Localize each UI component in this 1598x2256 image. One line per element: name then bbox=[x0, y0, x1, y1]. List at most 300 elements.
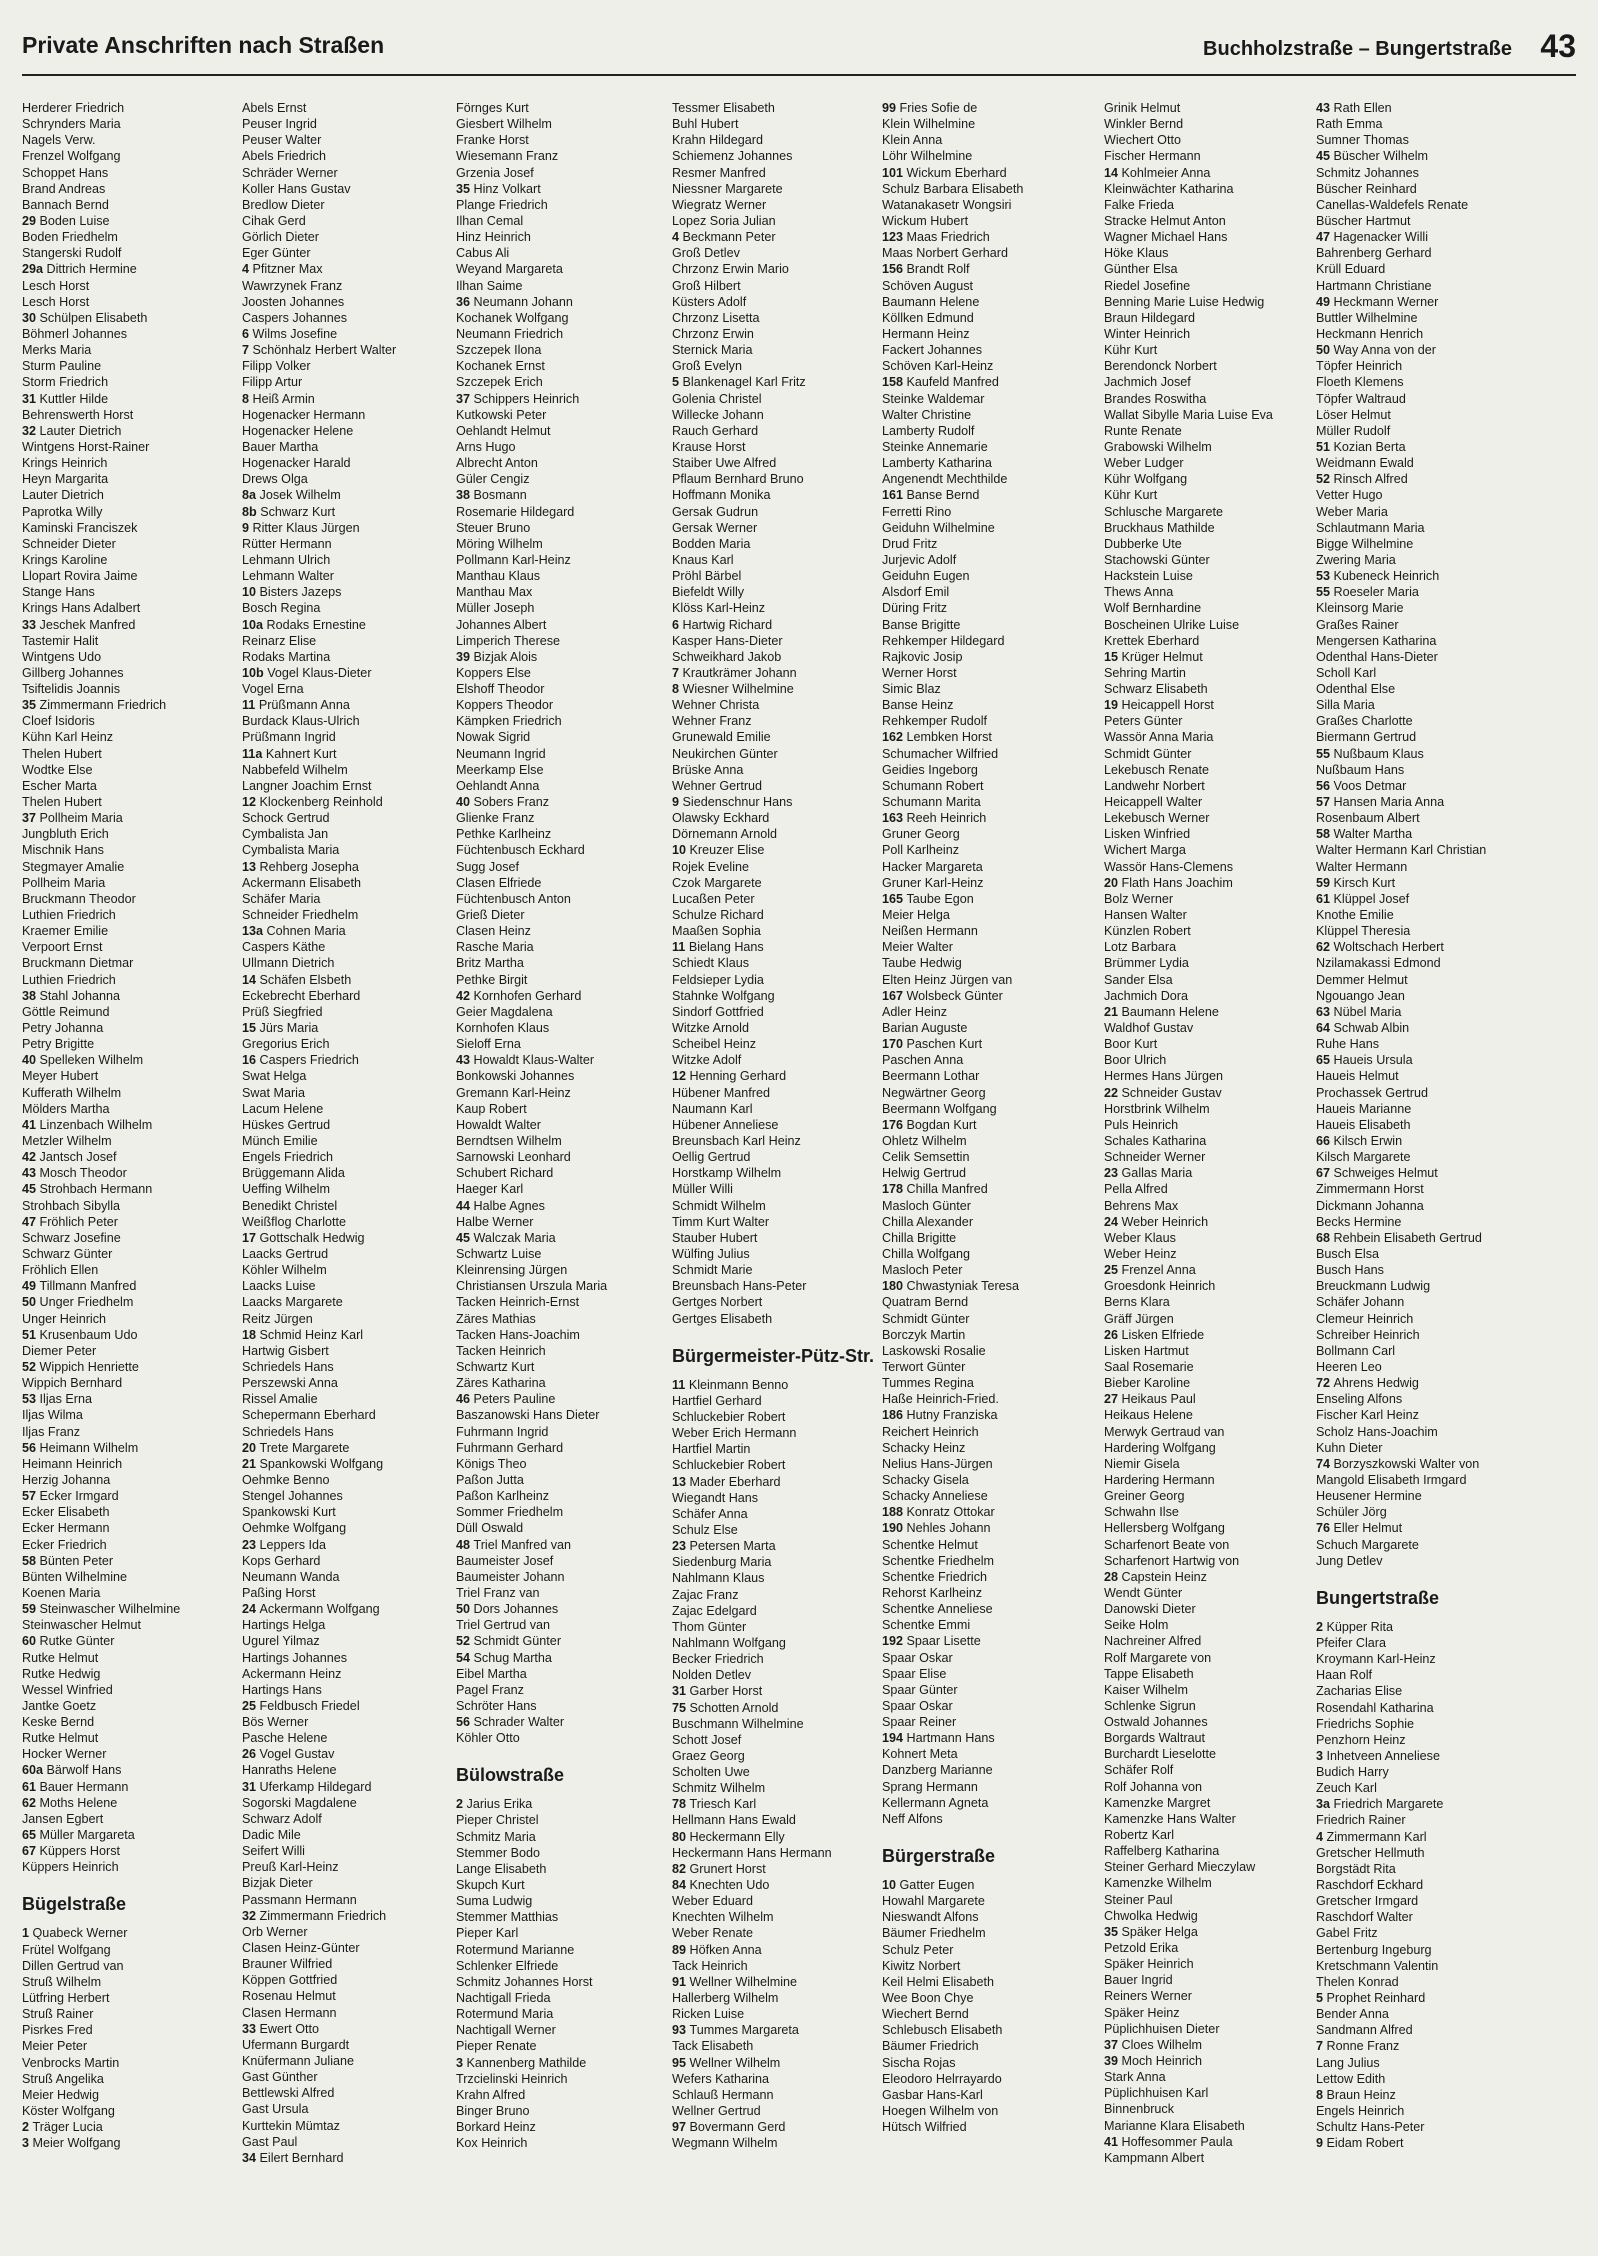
resident-entry: Eibel Martha bbox=[456, 1666, 527, 1681]
resident-entry: Saal Rosemarie bbox=[1104, 1359, 1194, 1374]
resident-name: Borzyszkowski Walter von bbox=[1333, 1456, 1480, 1471]
resident-entry: Zwering Maria bbox=[1316, 552, 1396, 567]
resident-entry: Resmer Manfred bbox=[672, 165, 766, 180]
resident-name: Dors Johannes bbox=[473, 1602, 559, 1617]
house-number: 12 bbox=[672, 1069, 690, 1084]
resident-entry: Peuser Walter bbox=[242, 133, 322, 148]
street-heading-text: Bürgermeister-Pütz-Str. bbox=[672, 1345, 875, 1366]
resident-name: Boden Luise bbox=[39, 213, 110, 228]
resident-entry: Unger Heinrich bbox=[22, 1311, 106, 1326]
resident-entry: Wehner Franz bbox=[672, 714, 752, 729]
resident-name: Wellner Wilhelmine bbox=[689, 1974, 798, 1989]
resident-name: Ahrens Hedwig bbox=[1333, 1376, 1419, 1391]
resident-entry bbox=[672, 1377, 884, 1393]
resident-entry: Banse Heinz bbox=[882, 698, 954, 713]
resident-name: Kaufeld Manfred bbox=[906, 375, 999, 390]
resident-entry: Frenzel Wolfgang bbox=[22, 149, 121, 164]
house-number: 62 bbox=[1316, 940, 1334, 955]
resident-entry: Hogenacker Helene bbox=[242, 423, 354, 438]
resident-entry: Sternick Maria bbox=[672, 343, 753, 358]
resident-entry: Niessner Margarete bbox=[672, 181, 783, 196]
house-number: 167 bbox=[882, 988, 907, 1003]
resident-entry: Filipp Artur bbox=[242, 375, 303, 390]
resident-entry: Passmann Hermann bbox=[242, 1892, 357, 1907]
resident-entry: Klöss Karl-Heinz bbox=[672, 601, 766, 616]
resident-entry bbox=[456, 988, 668, 1004]
resident-entry: Gast Günther bbox=[242, 2070, 318, 2085]
resident-entry: Borgstädt Rita bbox=[1316, 1861, 1396, 1876]
resident-entry: Ecker Elisabeth bbox=[22, 1505, 110, 1520]
resident-entry: Lopez Soria Julian bbox=[672, 213, 776, 228]
resident-entry: Verpoort Ernst bbox=[22, 940, 103, 955]
resident-entry bbox=[882, 891, 1094, 907]
house-number: 10a bbox=[242, 617, 267, 632]
resident-entry: Krings Heinrich bbox=[22, 456, 108, 471]
resident-entry: Zimmermann Horst bbox=[1316, 1182, 1424, 1197]
resident-entry: Stark Anna bbox=[1104, 2070, 1166, 2085]
resident-entry bbox=[22, 2119, 234, 2135]
house-number: 28 bbox=[1104, 1569, 1122, 1584]
resident-entry bbox=[672, 2119, 884, 2135]
resident-entry: Hellmann Hans Ewald bbox=[672, 1813, 796, 1828]
resident-entry bbox=[1316, 1375, 1528, 1391]
resident-entry: Nagels Verw. bbox=[22, 133, 96, 148]
resident-name: Weber Heinrich bbox=[1121, 1214, 1209, 1229]
resident-entry: Lisken Winfried bbox=[1104, 827, 1191, 842]
resident-entry: Swat Helga bbox=[242, 1069, 307, 1084]
resident-entry: Britz Martha bbox=[456, 956, 524, 971]
resident-entry: Schentke Helmut bbox=[882, 1537, 978, 1552]
house-number: 18 bbox=[242, 1327, 260, 1342]
house-number: 188 bbox=[882, 1505, 907, 1520]
resident-entry: Schäfer Rolf bbox=[1104, 1763, 1174, 1778]
resident-entry: Fischer Hermann bbox=[1104, 149, 1201, 164]
resident-name: Heicappell Horst bbox=[1121, 698, 1214, 713]
resident-entry: Rajkovic Josip bbox=[882, 649, 963, 664]
house-number: 31 bbox=[22, 391, 40, 406]
resident-entry bbox=[22, 1359, 234, 1375]
resident-entry: Heicappell Walter bbox=[1104, 795, 1203, 810]
house-number: 123 bbox=[882, 230, 907, 245]
street-heading-text: Bürgerstraße bbox=[882, 1846, 996, 1867]
house-number: 3a bbox=[1316, 1797, 1334, 1812]
resident-name: Schweiges Helmut bbox=[1333, 1166, 1438, 1181]
resident-entry: Limperich Therese bbox=[456, 633, 561, 648]
street-heading-text: Bungertstraße bbox=[1316, 1587, 1440, 1608]
resident-name: Capstein Heinz bbox=[1121, 1569, 1207, 1584]
resident-name: Klockenberg Reinhold bbox=[259, 795, 383, 810]
resident-entry: Klüppel Theresia bbox=[1316, 924, 1411, 939]
resident-entry: Haan Rolf bbox=[1316, 1668, 1373, 1683]
resident-entry: Fuhrmann Ingrid bbox=[456, 1424, 549, 1439]
resident-entry: Clemeur Heinrich bbox=[1316, 1311, 1414, 1326]
house-number: 15 bbox=[1104, 649, 1122, 664]
resident-entry: Bodden Maria bbox=[672, 536, 751, 551]
resident-entry: Wintgens Udo bbox=[22, 649, 102, 664]
resident-entry: Langner Joachim Ernst bbox=[242, 778, 372, 793]
resident-entry: Bös Werner bbox=[242, 1715, 309, 1730]
resident-entry: Lekebusch Renate bbox=[1104, 762, 1210, 777]
resident-entry bbox=[22, 1052, 234, 1068]
house-number: 59 bbox=[22, 1602, 40, 1617]
resident-entry: Töpfer Heinrich bbox=[1316, 359, 1403, 374]
resident-entry: Gretscher Hellmuth bbox=[1316, 1845, 1425, 1860]
resident-entry: Rosendahl Katharina bbox=[1316, 1700, 1434, 1715]
resident-name: Baumann Helene bbox=[1121, 1004, 1219, 1019]
resident-entry: Becker Friedrich bbox=[672, 1652, 764, 1667]
directory-column-1 bbox=[22, 100, 234, 2240]
resident-entry: Rolf Margarete von bbox=[1104, 1650, 1212, 1665]
resident-entry: Brand Andreas bbox=[22, 181, 106, 196]
resident-entry: Ruhe Hans bbox=[1316, 1037, 1380, 1052]
resident-name: Inhetveen Anneliese bbox=[1326, 1748, 1440, 1763]
resident-entry: Skupch Kurt bbox=[456, 1878, 525, 1893]
resident-name: Mader Eberhard bbox=[689, 1474, 781, 1489]
resident-entry: Orb Werner bbox=[242, 1924, 308, 1939]
resident-entry: Wagner Michael Hans bbox=[1104, 230, 1228, 245]
resident-entry: Rosenbaum Albert bbox=[1316, 811, 1420, 826]
resident-entry: Petzold Erika bbox=[1104, 1941, 1179, 1956]
resident-entry: Schmidt Günter bbox=[882, 1311, 970, 1326]
resident-entry bbox=[1316, 778, 1528, 794]
resident-name: Krautkrämer Johann bbox=[682, 665, 797, 680]
resident-entry bbox=[1316, 1619, 1528, 1635]
resident-entry: Ricken Luise bbox=[672, 2007, 745, 2022]
resident-entry: Cihak Gerd bbox=[242, 213, 306, 228]
resident-entry: Paßing Horst bbox=[242, 1585, 316, 1600]
resident-entry: Kops Gerhard bbox=[242, 1553, 321, 1568]
resident-name: Linzenbach Wilhelm bbox=[39, 1117, 153, 1132]
resident-entry: Schumacher Wilfried bbox=[882, 746, 999, 761]
house-number: 45 bbox=[456, 1230, 474, 1245]
resident-entry bbox=[1316, 875, 1528, 891]
resident-entry: Jantke Goetz bbox=[22, 1698, 97, 1713]
resident-entry: Lang Julius bbox=[1316, 2055, 1380, 2070]
resident-entry: Steinke Annemarie bbox=[882, 439, 988, 454]
resident-entry: Prüßmann Ingrid bbox=[242, 730, 336, 745]
resident-entry: Oehmke Wolfgang bbox=[242, 1521, 347, 1536]
resident-entry: Meier Walter bbox=[882, 940, 953, 955]
resident-entry: Müller Joseph bbox=[456, 601, 535, 616]
resident-entry: Schubert Richard bbox=[456, 1166, 554, 1181]
resident-entry bbox=[22, 310, 234, 326]
house-number: 190 bbox=[882, 1521, 907, 1536]
resident-name: Ewert Otto bbox=[259, 2021, 320, 2036]
resident-name: Ackermann Wolfgang bbox=[259, 1602, 380, 1617]
resident-entry bbox=[22, 213, 234, 229]
resident-name: Moch Heinrich bbox=[1121, 2054, 1203, 2069]
resident-entry: Baumeister Johann bbox=[456, 1569, 565, 1584]
resident-name: Krusenbaum Udo bbox=[39, 1327, 138, 1342]
resident-entry bbox=[1316, 826, 1528, 842]
resident-entry: Rotermund Maria bbox=[456, 2007, 554, 2022]
resident-entry: Neißen Hermann bbox=[882, 924, 978, 939]
resident-name: Spaar Lisette bbox=[906, 1634, 981, 1649]
resident-entry: Merwyk Gertraud van bbox=[1104, 1424, 1225, 1439]
house-number: 7 bbox=[672, 665, 683, 680]
resident-entry: Maaßen Sophia bbox=[672, 924, 761, 939]
resident-entry: Schwartz Kurt bbox=[456, 1359, 535, 1374]
resident-entry: Barian Auguste bbox=[882, 1021, 968, 1036]
page-header bbox=[0, 0, 1598, 76]
resident-entry: Alsdorf Emil bbox=[882, 585, 950, 600]
resident-name: Paschen Kurt bbox=[906, 1037, 983, 1052]
resident-entry: Schentke Anneliese bbox=[882, 1602, 993, 1617]
resident-entry bbox=[242, 1020, 454, 1036]
resident-entry: Schwartz Luise bbox=[456, 1246, 542, 1261]
resident-entry: Sander Elsa bbox=[1104, 972, 1173, 987]
resident-entry: Wallat Sibylle Maria Luise Eva bbox=[1104, 407, 1273, 422]
resident-entry: Brauner Wilfried bbox=[242, 1957, 333, 1972]
house-number: 55 bbox=[1316, 746, 1334, 761]
resident-entry bbox=[882, 1407, 1094, 1423]
house-number: 50 bbox=[1316, 343, 1334, 358]
resident-entry: Bertenburg Ingeburg bbox=[1316, 1942, 1432, 1957]
house-number: 2 bbox=[22, 2120, 33, 2135]
resident-entry: Paschen Anna bbox=[882, 1053, 964, 1068]
resident-entry bbox=[456, 1601, 668, 1617]
resident-entry: Wawrzynek Franz bbox=[242, 278, 343, 293]
house-number: 63 bbox=[1316, 1004, 1334, 1019]
resident-entry bbox=[242, 1052, 454, 1068]
resident-entry: Bruckmann Theodor bbox=[22, 891, 136, 906]
resident-entry: Kohnert Meta bbox=[882, 1747, 958, 1762]
resident-entry: Runte Renate bbox=[1104, 423, 1182, 438]
resident-entry bbox=[672, 1683, 884, 1699]
resident-entry bbox=[1104, 1004, 1316, 1020]
resident-entry: Wodtke Else bbox=[22, 762, 93, 777]
resident-entry: Eleodoro Helrrayardo bbox=[882, 2071, 1002, 2086]
resident-name: Braun Heinz bbox=[1326, 2087, 1396, 2102]
resident-name: Rodaks Ernestine bbox=[266, 617, 366, 632]
resident-entry bbox=[1316, 294, 1528, 310]
house-number: 24 bbox=[1104, 1214, 1122, 1229]
resident-name: Prophet Reinhard bbox=[1326, 1991, 1426, 2006]
resident-entry: Güler Cengiz bbox=[456, 472, 530, 487]
house-number: 156 bbox=[882, 262, 907, 277]
house-number: 20 bbox=[1104, 875, 1122, 890]
resident-entry bbox=[882, 374, 1094, 390]
resident-entry: Engels Friedrich bbox=[242, 1150, 333, 1165]
resident-entry: Ohletz Wilhelm bbox=[882, 1134, 967, 1148]
resident-entry: Gertges Elisabeth bbox=[672, 1311, 773, 1326]
resident-entry bbox=[1316, 2087, 1528, 2103]
resident-entry bbox=[22, 617, 234, 633]
resident-name: Wolsbeck Günter bbox=[906, 988, 1003, 1003]
resident-entry: Sehring Martin bbox=[1104, 665, 1186, 680]
house-number: 57 bbox=[22, 1489, 40, 1504]
page-number: 43 bbox=[1540, 28, 1576, 64]
resident-entry bbox=[1104, 1391, 1316, 1407]
resident-entry: Boor Kurt bbox=[1104, 1037, 1158, 1052]
house-number: 35 bbox=[456, 181, 474, 196]
resident-entry bbox=[22, 810, 234, 826]
house-number: 165 bbox=[882, 891, 907, 906]
resident-entry: Kleinrensing Jürgen bbox=[456, 1263, 568, 1278]
resident-entry bbox=[1104, 649, 1316, 665]
resident-entry: Chilla Brigitte bbox=[882, 1230, 957, 1245]
resident-entry bbox=[22, 1553, 234, 1569]
resident-entry: Bauer Martha bbox=[242, 439, 319, 454]
resident-entry: Robertz Karl bbox=[1104, 1828, 1174, 1843]
resident-entry: Köppen Gottfried bbox=[242, 1973, 338, 1988]
resident-entry: Drud Fritz bbox=[882, 536, 938, 551]
resident-name: Höfken Anna bbox=[689, 1942, 762, 1957]
resident-entry bbox=[456, 1633, 668, 1649]
resident-entry: Krahn Hildegard bbox=[672, 133, 764, 148]
resident-name: Wiesner Wilhelmine bbox=[682, 682, 794, 697]
resident-entry bbox=[882, 100, 1094, 116]
resident-entry: Jungbluth Erich bbox=[22, 827, 109, 842]
resident-entry: Neumann Ingrid bbox=[456, 746, 546, 761]
resident-name: Wippich Henriette bbox=[39, 1359, 139, 1374]
resident-name: Kirsch Kurt bbox=[1333, 875, 1396, 890]
resident-entry: Pfeifer Clara bbox=[1316, 1635, 1386, 1650]
resident-entry: Bäumer Friedhelm bbox=[882, 1926, 986, 1941]
house-number: 47 bbox=[22, 1214, 40, 1229]
resident-entry: Drews Olga bbox=[242, 472, 308, 487]
resident-entry: Behrens Max bbox=[1104, 1198, 1179, 1213]
resident-entry bbox=[1316, 471, 1528, 487]
resident-entry: Wiegandt Hans bbox=[672, 1490, 759, 1505]
resident-entry bbox=[22, 261, 234, 277]
resident-entry bbox=[1316, 1020, 1528, 1036]
resident-entry: Knechten Wilhelm bbox=[672, 1910, 774, 1925]
resident-entry: Sogorski Magdalene bbox=[242, 1795, 357, 1810]
resident-entry: Breunsbach Karl Heinz bbox=[672, 1134, 801, 1148]
resident-entry: Spankowski Kurt bbox=[242, 1505, 336, 1520]
resident-name: Wellner Wilhelm bbox=[689, 2055, 781, 2070]
resident-entry bbox=[1104, 165, 1316, 181]
resident-entry bbox=[672, 374, 884, 390]
resident-name: Büscher Wilhelm bbox=[1333, 149, 1428, 164]
house-number: 158 bbox=[882, 375, 907, 390]
resident-entry: Borkard Heinz bbox=[456, 2120, 536, 2135]
resident-entry: Schmitz Maria bbox=[456, 1829, 536, 1844]
resident-entry: Steuer Bruno bbox=[456, 520, 531, 535]
resident-entry: Groß Evelyn bbox=[672, 359, 742, 374]
resident-entry: Wessel Winfried bbox=[22, 1682, 113, 1697]
resident-entry: Schäfer Johann bbox=[1316, 1295, 1405, 1310]
house-number: 10b bbox=[242, 665, 268, 680]
resident-entry bbox=[456, 1796, 668, 1812]
resident-entry: Kühr Wolfgang bbox=[1104, 472, 1188, 487]
resident-entry: Braun Hildegard bbox=[1104, 310, 1196, 325]
resident-name: Kohlmeier Anna bbox=[1121, 165, 1211, 180]
resident-entry: Heckermann Hans Hermann bbox=[672, 1845, 832, 1860]
resident-entry: Zäres Mathias bbox=[456, 1311, 536, 1326]
resident-entry: Hansen Walter bbox=[1104, 908, 1187, 923]
house-number: 23 bbox=[242, 1537, 260, 1552]
resident-entry: Hardering Hermann bbox=[1104, 1472, 1215, 1487]
resident-entry: Merks Maria bbox=[22, 343, 92, 358]
directory-column-7 bbox=[1316, 100, 1528, 2240]
resident-entry: Horstbrink Wilhelm bbox=[1104, 1101, 1210, 1116]
resident-name: Kleinmann Benno bbox=[688, 1377, 789, 1392]
resident-entry: Clasen Heinz bbox=[456, 924, 531, 939]
house-number: 21 bbox=[242, 1456, 260, 1471]
resident-entry: Hartfiel Gerhard bbox=[672, 1393, 762, 1408]
resident-entry: Nachtigall Frieda bbox=[456, 1991, 551, 2006]
resident-entry bbox=[1316, 2135, 1528, 2151]
resident-entry: Fröhlich Ellen bbox=[22, 1263, 99, 1278]
resident-name: Moths Helene bbox=[39, 1795, 118, 1810]
resident-entry: Dubberke Ute bbox=[1104, 536, 1182, 551]
resident-name: Flath Hans Joachim bbox=[1121, 875, 1233, 890]
house-number: 13 bbox=[242, 859, 260, 874]
resident-name: Haueis Ursula bbox=[1333, 1053, 1413, 1068]
resident-entry: Zäres Katharina bbox=[456, 1376, 546, 1391]
resident-entry bbox=[22, 1181, 234, 1197]
resident-entry: Scheibel Heinz bbox=[672, 1037, 757, 1052]
resident-entry: Thelen Konrad bbox=[1316, 1974, 1399, 1989]
resident-entry: Stahnke Wolfgang bbox=[672, 988, 775, 1003]
resident-entry: Trzcielinski Heinrich bbox=[456, 2071, 568, 2086]
resident-entry: Heeren Leo bbox=[1316, 1359, 1382, 1374]
resident-entry: Howaldt Walter bbox=[456, 1117, 541, 1132]
resident-entry: Förnges Kurt bbox=[456, 101, 529, 115]
resident-entry: Lütfring Herbert bbox=[22, 1991, 110, 2006]
house-number: 26 bbox=[242, 1747, 260, 1762]
resident-entry: Stemmer Matthias bbox=[456, 1910, 559, 1925]
resident-entry: Danowski Dieter bbox=[1104, 1602, 1196, 1617]
house-number: 72 bbox=[1316, 1376, 1334, 1391]
house-number: 29a bbox=[22, 262, 47, 277]
resident-entry: Gruner Karl-Heinz bbox=[882, 875, 984, 890]
house-number: 4 bbox=[672, 230, 683, 245]
resident-entry: Struß Rainer bbox=[22, 2007, 94, 2022]
resident-name: Bünten Peter bbox=[39, 1553, 114, 1568]
resident-entry: Chrzonz Erwin Mario bbox=[672, 262, 789, 277]
resident-name: Woltschach Herbert bbox=[1333, 940, 1444, 955]
resident-entry: Tessmer Elisabeth bbox=[672, 101, 775, 115]
resident-entry: Püplichhuisen Dieter bbox=[1104, 2021, 1220, 2036]
house-number: 3 bbox=[1316, 1748, 1327, 1763]
resident-entry: Haueis Marianne bbox=[1316, 1101, 1412, 1116]
resident-entry: Schmitz Johannes Horst bbox=[456, 1974, 593, 1989]
resident-entry: Weber Eduard bbox=[672, 1894, 753, 1909]
resident-entry: Löser Helmut bbox=[1316, 407, 1391, 422]
resident-name: Schülpen Elisabeth bbox=[39, 310, 148, 325]
resident-entry: Sumner Thomas bbox=[1316, 133, 1409, 148]
resident-entry bbox=[1316, 2038, 1528, 2054]
resident-entry: Büscher Hartmut bbox=[1316, 213, 1411, 228]
resident-entry: Kraemer Emilie bbox=[22, 924, 109, 939]
resident-entry: Brüggemann Alida bbox=[242, 1166, 345, 1181]
resident-entry bbox=[882, 229, 1094, 245]
resident-entry bbox=[1316, 1230, 1528, 1246]
resident-entry: Binger Bruno bbox=[456, 2104, 530, 2119]
resident-entry: Abels Ernst bbox=[242, 101, 307, 115]
house-number: 41 bbox=[1104, 2134, 1122, 2149]
resident-entry: Timm Kurt Walter bbox=[672, 1214, 770, 1229]
resident-entry: Borgards Waltraut bbox=[1104, 1731, 1206, 1746]
house-number: 50 bbox=[22, 1295, 40, 1310]
street-range: Buchholzstraße – Bungertstraße bbox=[1203, 38, 1512, 60]
resident-entry: Cymbalista Maria bbox=[242, 843, 340, 858]
resident-entry: Töpfer Waltraud bbox=[1316, 391, 1406, 406]
resident-entry: Weber Maria bbox=[1316, 504, 1388, 519]
directory-column-2 bbox=[242, 100, 454, 2240]
resident-entry: Köllken Edmund bbox=[882, 310, 974, 325]
resident-entry: Lotz Barbara bbox=[1104, 940, 1177, 955]
resident-entry: Meier Hedwig bbox=[22, 2087, 99, 2102]
resident-entry: Baumeister Josef bbox=[456, 1553, 554, 1568]
resident-entry: Bigge Wilhelmine bbox=[1316, 536, 1414, 551]
resident-entry: Hellersberg Wolfgang bbox=[1104, 1521, 1225, 1536]
resident-entry bbox=[1316, 1796, 1528, 1812]
directory-column-6 bbox=[1104, 100, 1316, 2240]
